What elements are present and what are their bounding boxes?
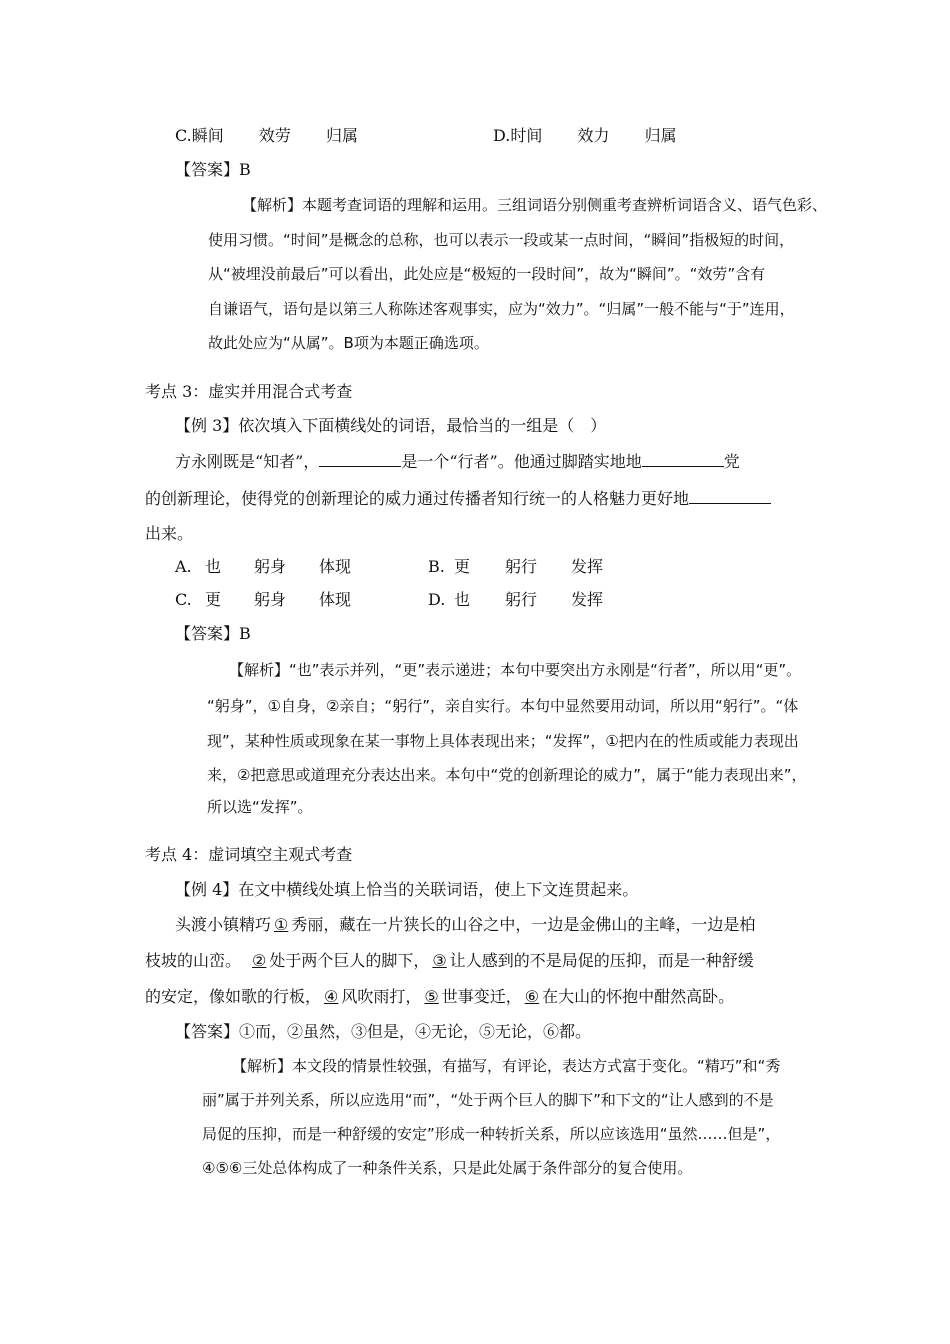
example4-text-line-1: 头渡小镇精巧 ① 秀丽，藏在一片狭长的山谷之中，一边是金佛山的主峰，一边是柏 (175, 915, 756, 934)
example3-text-line-1: 方永刚既是“知者”， 是一个“行者”。他通过脚踏实地地 党 (175, 452, 740, 471)
example3-text-line-2: 的创新理论，使得党的创新理论的威力通过传播者知行统一的人格魅力更好地 (145, 488, 771, 509)
example3-explanation-line-2: “躬身”，①自身，②亲自；“躬行”，亲自实行。本句中显然要用动词，所以用“躬行”。“体 (207, 697, 799, 715)
q2-answer: 【答案】B (175, 160, 251, 179)
example4-explanation-line-3: 局促的压抑，而是一种舒缓的安定”形成一种转折关系，所以应该选用“虽然……但是”， (202, 1125, 781, 1143)
blank-3 (689, 488, 771, 504)
option-d: D. 也 躬行 发挥 (428, 590, 604, 609)
point3-heading: 考点 3：虚实并用混合式考查 (145, 382, 353, 401)
example4-text-line-3: 的安定，像如歌的行板， ④ 风吹雨打， ⑤ 世事变迁， ⑥ 在大山的怀抱中酣然高卧。 (145, 987, 735, 1006)
example4-answer: 【答案】①而，②虽然，③但是，④无论，⑤无论，⑥都。 (175, 1022, 592, 1041)
example4-explanation-line-1: 【解析】本文段的情景性较强，有描写，有评论，表达方式富于变化。“精巧”和“秀 (232, 1057, 781, 1075)
option-b: B. 更 躬行 发挥 (428, 557, 604, 576)
option-c: C.瞬间 效劳 归属 (175, 126, 358, 145)
q2-explanation-line-3: 从“被埋没前最后”可以看出，此处应是“极短的一段时间”，故为“瞬间”。“效劳”含有 (208, 265, 766, 283)
option-a: A. 也 躬身 体现 (175, 557, 352, 576)
option-c: C. 更 躬身 体现 (175, 590, 352, 609)
example4-text-line-2: 枝坡的山峦。 ② 处于两个巨人的脚下， ③ 让人感到的不是局促的压抑，而是一种舒缓 (145, 951, 754, 970)
blank-2 (642, 451, 724, 467)
point4-heading: 考点 4：虚词填空主观式考查 (145, 845, 353, 864)
blank-marker-4: ④ (324, 987, 339, 1006)
example3-prompt: 【例 3】依次填入下面横线处的词语，最恰当的一组是（ ） (175, 416, 607, 435)
q2-explanation-line-4: 自谦语气，语句是以第三人称陈述客观事实，应为“效力”。“归属”一般不能与“于”连用， (208, 300, 795, 318)
q2-explanation-line-5: 故此处应为“从属”。B项为本题正确选项。 (208, 334, 489, 352)
example3-text-line-3: 出来。 (145, 524, 194, 543)
blank-marker-5: ⑤ (424, 987, 439, 1006)
blank-marker-1: ① (274, 915, 289, 934)
option-d: D.时间 效力 归属 (493, 126, 677, 145)
q2-explanation-line-1: 【解析】本题考查词语的理解和运用。三组词语分别侧重考查辨析词语含义、语气色彩、 (242, 196, 828, 214)
example3-explanation-line-4: 来，②把意思或道理充分表达出来。本句中“党的创新理论的威力”，属于“能力表现出来”， (207, 766, 807, 784)
q2-explanation-line-2: 使用习惯。“时间”是概念的总称，也可以表示一段或某一点时间，“瞬间”指极短的时间， (208, 231, 795, 249)
blank-1 (319, 451, 401, 467)
blank-marker-3: ③ (432, 951, 447, 970)
example3-explanation-line-1: 【解析】“也”表示并列，“更”表示递进；本句中要突出方永刚是“行者”，所以用“更”。 (229, 661, 802, 679)
example4-explanation-line-2: 丽”属于并列关系，所以应选用“而”，“处于两个巨人的脚下”和下文的“让人感到的不是 (202, 1091, 774, 1109)
example4-explanation-line-4: ④⑤⑥三处总体构成了一种条件关系，只是此处属于条件部分的复合使用。 (202, 1159, 693, 1177)
blank-marker-2: ② (252, 951, 267, 970)
example3-explanation-line-5: 所以选“发挥”。 (207, 798, 313, 816)
example4-prompt: 【例 4】在文中横线处填上恰当的关联词语，使上下文连贯起来。 (175, 880, 639, 899)
blank-marker-6: ⑥ (524, 987, 540, 1006)
example3-answer: 【答案】B (175, 624, 251, 643)
example3-explanation-line-3: 现”，某种性质或现象在某一事物上具体表现出来；“发挥”，①把内在的性质或能力表现出 (207, 732, 799, 750)
